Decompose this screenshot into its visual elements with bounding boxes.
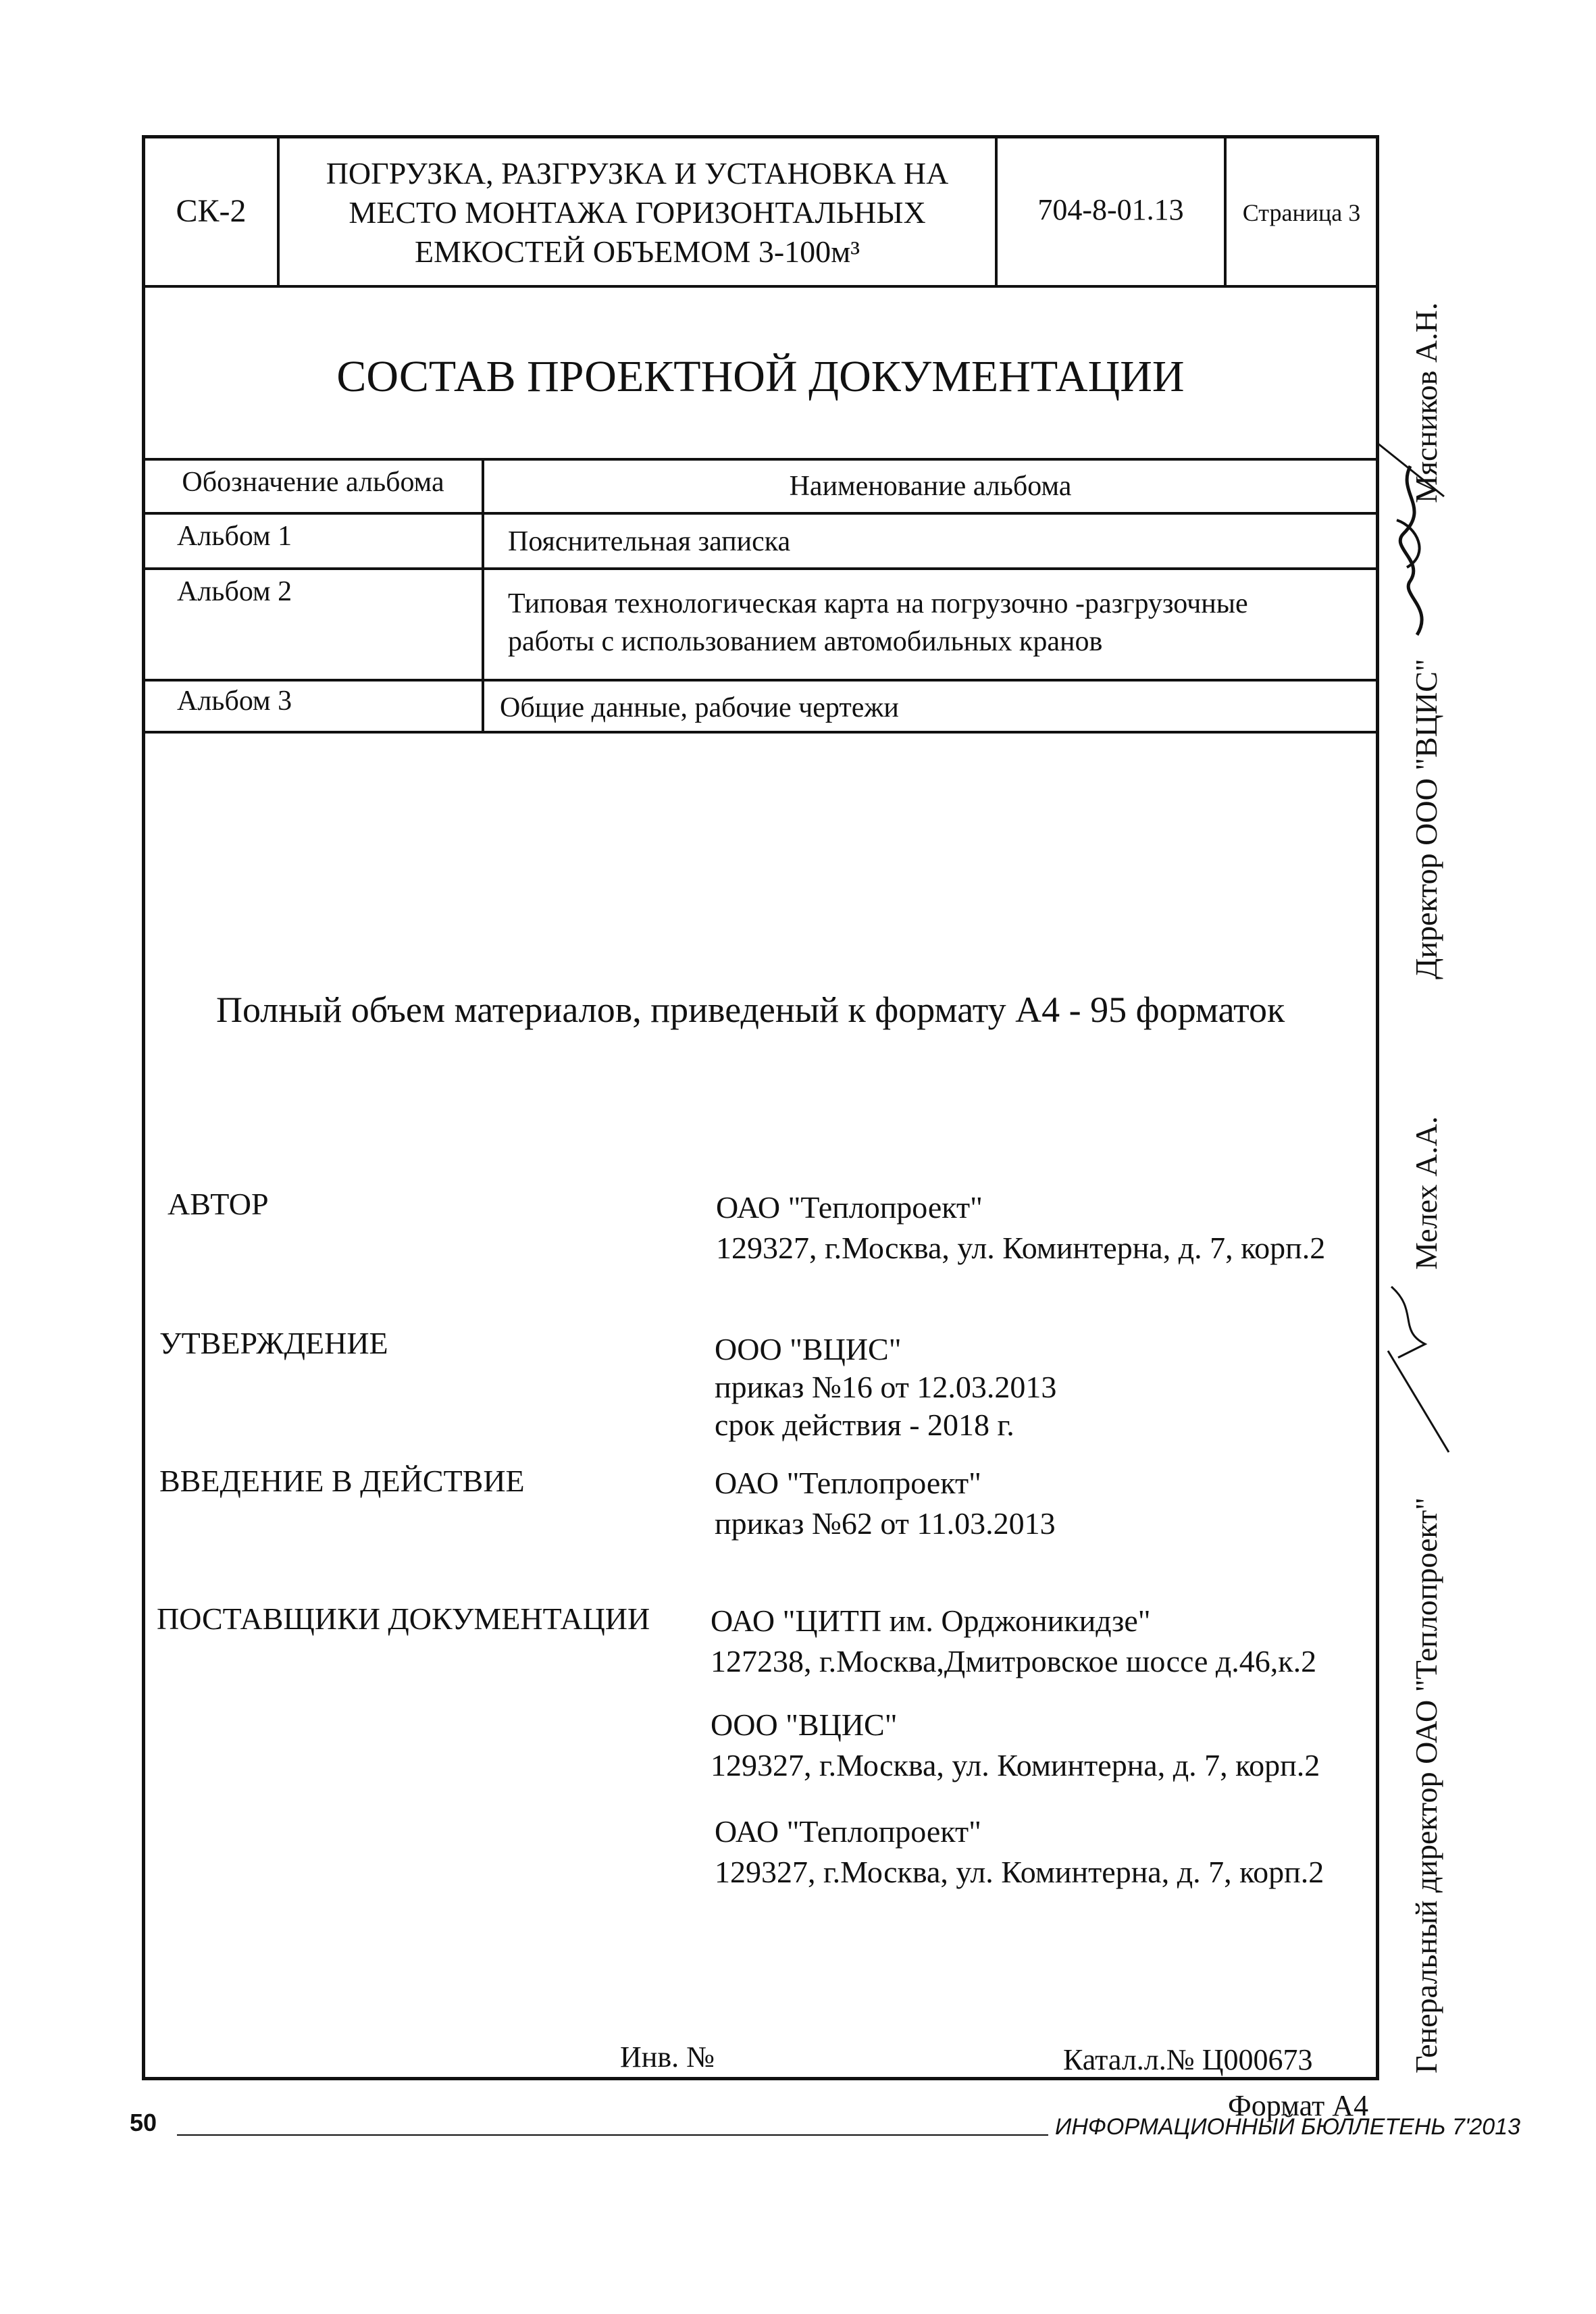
enactment-label: ВВЕДЕНИЕ В ДЕЙСТВИЕ <box>159 1464 525 1498</box>
supplier-line: 129327, г.Москва, ул. Коминтерна, д. 7, корп.2 <box>715 1855 1324 1889</box>
format-label: Формат А4 <box>1228 2089 1369 2122</box>
page-label: Страница 3 <box>1242 199 1361 226</box>
table-header-name: Наименование альбома <box>789 471 1072 502</box>
table-bottom-line <box>142 731 1379 734</box>
signature-caption-top <box>1408 659 1444 979</box>
supplier-item <box>715 1811 1324 1893</box>
enactment-line: ОАО "Теплопроект" <box>715 1466 981 1500</box>
supplier-line: 129327, г.Москва, ул. Коминтерна, д. 7, корп.2 <box>711 1748 1320 1782</box>
supplier-item <box>711 1601 1316 1682</box>
footer-rule <box>177 2134 1048 2136</box>
general-director-title: Генеральный директор ОАО "Теплопроект" <box>1409 1497 1443 2074</box>
header-title-line: ПОГРУЗКА, РАЗГРУЗКА И УСТАНОВКА НА <box>326 156 949 190</box>
author-line: ОАО "Теплопроект" <box>716 1190 983 1225</box>
table-line <box>142 679 1379 682</box>
signature-caption-bottom <box>1408 1497 1444 2074</box>
author-label: АВТОР <box>168 1187 269 1221</box>
section-title: СОСТАВ ПРОЕКТНОЙ ДОКУМЕНТАЦИИ <box>336 352 1185 401</box>
table-cell-album: Альбом 1 <box>177 521 292 552</box>
header-title-line: ЕМКОСТЕЙ ОБЪЕМОМ 3-100м³ <box>414 234 860 269</box>
supplier-line: ООО "ВЦИС" <box>711 1707 898 1742</box>
suppliers-label: ПОСТАВЩИКИ ДОКУМЕНТАЦИИ <box>157 1601 650 1636</box>
approval-label: УТВЕРЖДЕНИЕ <box>159 1326 388 1360</box>
supplier-line: 127238, г.Москва,Дмитровское шоссе д.46,к.2 <box>711 1644 1317 1678</box>
table-top-line <box>142 458 1379 461</box>
doc-number: 704-8-01.13 <box>1037 193 1184 226</box>
bulletin-title: ИНФОРМАЦИОННЫЙ БЮЛЛЕТЕНЬ 7'2013 <box>1055 2114 1521 2140</box>
signature-name-bottom: Мелех А.А. <box>1409 1116 1443 1270</box>
approval-line: приказ №16 от 12.03.2013 <box>715 1370 1057 1404</box>
supplier-line: ОАО "ЦИТП им. Орджоникидзе" <box>711 1603 1151 1638</box>
catalog-number: Катал.л.№ Ц000673 <box>1063 2043 1313 2076</box>
table-cell-album: Альбом 3 <box>177 686 292 717</box>
table-cell-album: Альбом 2 <box>177 576 292 607</box>
table-line <box>142 512 1379 515</box>
approval-details <box>715 1331 1056 1444</box>
table-cell-name: Пояснительная записка <box>508 526 791 557</box>
table-cell-name: Общие данные, рабочие чертежи <box>500 692 899 723</box>
table-cell-name-line: Типовая технологическая карта на погрузочно -разгрузочные <box>508 588 1248 619</box>
header-bottom-line <box>142 285 1379 288</box>
signature-name-top: Мясников А.Н. <box>1409 302 1443 503</box>
approval-line: ООО "ВЦИС" <box>715 1332 902 1366</box>
header-title <box>280 154 995 272</box>
table-cell-name-line: работы с использованием автомобильных кранов <box>508 626 1103 657</box>
supplier-item <box>711 1705 1320 1786</box>
enactment-line: приказ №62 от 11.03.2013 <box>715 1506 1056 1541</box>
header-title-line: МЕСТО МОНТАЖА ГОРИЗОНТАЛЬНЫХ <box>349 195 926 230</box>
header-code: СК-2 <box>176 193 247 229</box>
author-line: 129327, г.Москва, ул. Коминтерна, д. 7, корп.2 <box>716 1231 1326 1265</box>
document-frame <box>142 135 1379 2080</box>
author-details <box>716 1187 1325 1268</box>
supplier-line: ОАО "Теплопроект" <box>715 1814 981 1849</box>
handwritten-signature-bottom <box>1378 1283 1452 1459</box>
approval-line: срок действия - 2018 г. <box>715 1408 1014 1442</box>
volume-note: Полный объем материалов, приведеный к формату А4 - 95 форматок <box>216 989 1285 1030</box>
page-number: 50 <box>130 2109 157 2136</box>
enactment-details <box>715 1463 1056 1544</box>
table-cell-name <box>508 585 1248 661</box>
table-line <box>142 567 1379 570</box>
inventory-label: Инв. № <box>620 2040 715 2074</box>
handwritten-signature-top <box>1370 439 1451 642</box>
director-title: Директор ООО "ВЦИС" <box>1409 659 1443 979</box>
table-header-album: Обозначение альбома <box>182 467 444 498</box>
